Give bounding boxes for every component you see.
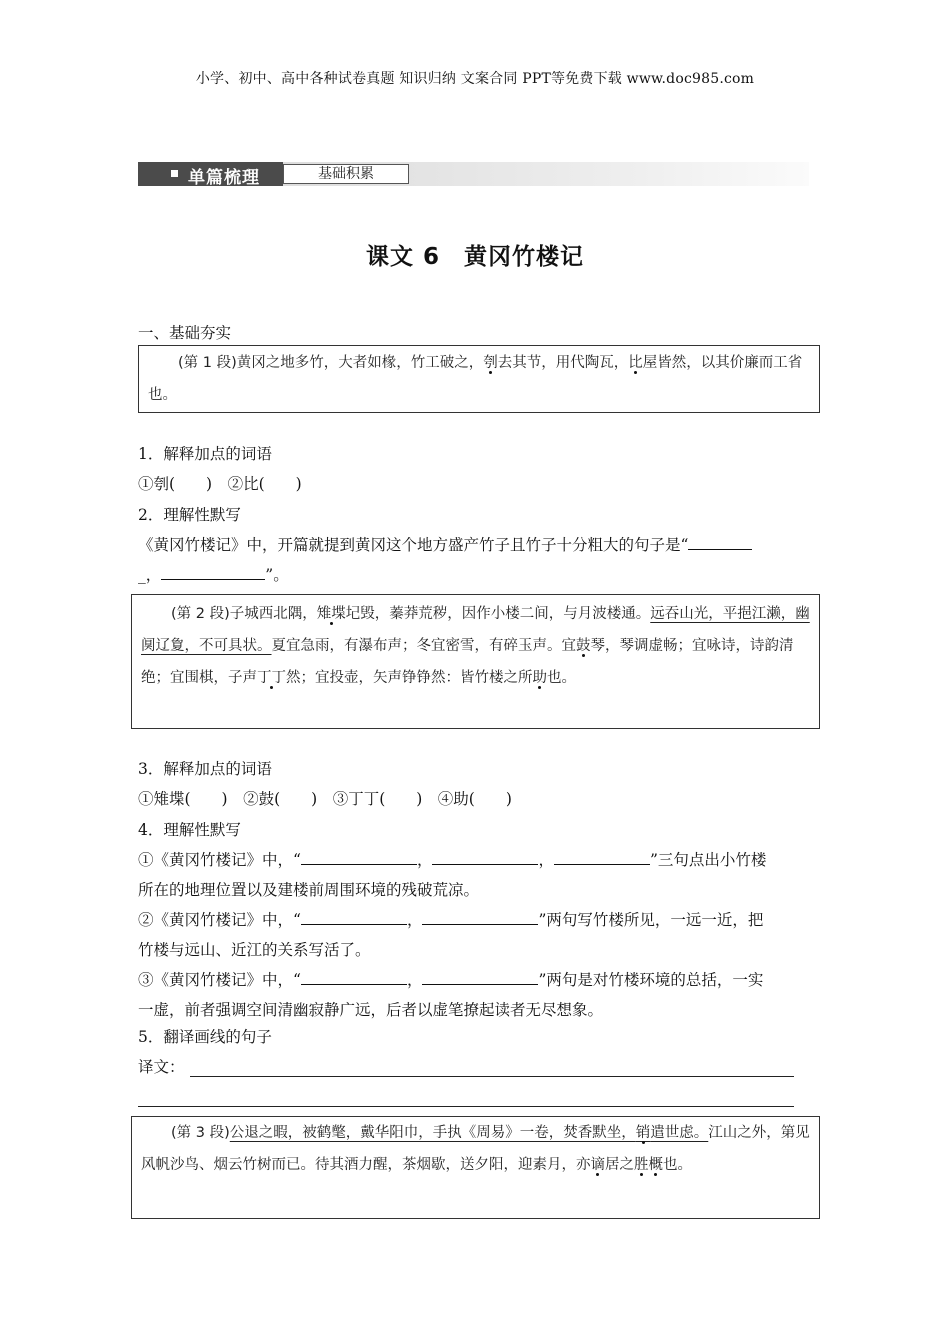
dotted-word: 丁丁 [257, 670, 286, 686]
fill-item-3-cont: 一虚，前者强调空间清幽寂静广远，后者以虚笔撩起读者无尽想象。 [138, 1001, 604, 1019]
passage-box-3 [131, 1116, 820, 1219]
underlined-sentence: 远吞山光，平挹江濑，幽阒辽夐，不可具状。 [141, 606, 810, 654]
underlined-sentence: 遣世虑。 [650, 1125, 709, 1141]
dotted-word: 助 [532, 670, 547, 686]
question-items: ①刳( ) ②比( ) [138, 475, 302, 493]
question-text-cont: _， ”。 [138, 566, 289, 584]
fill-item-1-cont: 所在的地理位置以及建楼前周围环境的残破荒凉。 [138, 881, 480, 899]
answer-blank[interactable] [432, 849, 538, 865]
dotted-word: 销 [635, 1125, 651, 1141]
answer-blank[interactable] [422, 969, 538, 985]
fill-item-2: ②《黄冈竹楼记》中，“ ， ”两句写竹楼所见，一远一近，把 [138, 911, 764, 929]
fill-item-2-cont: 竹楼与远山、近江的关系写活了。 [138, 941, 371, 959]
dotted-word: 鼓 [576, 638, 591, 654]
answer-blank[interactable] [301, 849, 417, 865]
section-heading: 一、基础夯实 [138, 324, 232, 342]
fill-item-3: ③《黄冈竹楼记》中，“ ， ”两句是对竹楼环境的总括，一实 [138, 971, 764, 989]
answer-blank[interactable] [554, 849, 650, 865]
question-title: 1．解释加点的词语 [138, 445, 272, 463]
question-5 [138, 1022, 818, 1082]
passage-text: (第 2 段)子城西北隅，雉堞圮毁，蓁莽荒秽，因作小楼二间，与月波楼通。远吞山光，平挹江濑，幽阒辽夐，不可具状。夏宜急雨，有瀑布声；冬宜密雪，有碎玉声。宜鼓琴，琴调虚畅；宜咏诗，诗韵清绝；宜围棋，子声丁丁然；宜投壶，矢声铮铮然：皆竹楼之所助也。 [141, 606, 810, 686]
passage-text: (第 1 段)黄冈之地多竹，大者如椽，竹工破之，刳去其节，用代陶瓦，比屋皆然，以其价廉而工省也。 [148, 355, 803, 403]
passage-text: (第 3 段)公退之暇，被鹤氅，戴华阳巾，手执《周易》一卷，焚香默坐，销遣世虑。江山之外，第见风帆沙鸟、烟云竹树而已。待其酒力醒，茶烟歇，送夕阳，迎素月，亦谪居之胜概也。 [141, 1125, 810, 1173]
answer-blank[interactable] [301, 909, 407, 925]
dotted-word: 雉堞 [316, 606, 346, 622]
page-title: 课文 6 黄冈竹楼记 [365, 244, 584, 270]
question-items: ①雉堞( ) ②鼓( ) ③丁丁( ) ④助( ) [138, 790, 512, 808]
question-title: 5．翻译画线的句子 [138, 1028, 272, 1046]
question-3 [138, 754, 818, 814]
translation-line [138, 1052, 818, 1082]
dotted-word: 胜 [634, 1157, 649, 1173]
question-1 [138, 439, 818, 499]
underlined-sentence: 公退之暇，被鹤氅，戴华阳巾，手执《周易》一卷，焚香默坐， [229, 1125, 636, 1141]
translation-label: 译文： [138, 1058, 185, 1076]
question-4 [138, 815, 814, 1025]
question-title: 4．理解性默写 [138, 821, 241, 839]
dotted-word: 刳 [483, 355, 498, 371]
square-bullet-icon [171, 170, 178, 177]
question-text: 《黄冈竹楼记》中，开篇就提到黄冈这个地方盛产竹子且竹子十分粗大的句子是“ [138, 530, 818, 560]
section-banner [138, 162, 809, 186]
banner-subsection-label: 基础积累 [283, 164, 409, 184]
answer-blank[interactable] [422, 909, 538, 925]
banner-section-label: 单篇梳理 [188, 168, 260, 188]
passage-box-1 [138, 345, 820, 413]
fill-item-1: ①《黄冈竹楼记》中，“ ， ， ”三句点出小竹楼 [138, 851, 767, 869]
banner-dark-block [138, 162, 283, 186]
answer-blank[interactable] [161, 564, 265, 580]
question-2 [138, 500, 818, 590]
question-title: 3．解释加点的词语 [138, 760, 272, 778]
passage-box-2 [131, 594, 820, 729]
dotted-word: 比 [628, 355, 643, 371]
answer-blank[interactable] [688, 534, 752, 550]
site-header: 小学、初中、高中各种试卷真题 知识归纳 文案合同 PPT等免费下载 www.doc985.com [195, 71, 755, 87]
question-title: 2．理解性默写 [138, 506, 241, 524]
dotted-word: 概 [648, 1157, 663, 1173]
translation-rule-2[interactable] [138, 1106, 794, 1107]
dotted-word: 谪 [590, 1157, 605, 1173]
translation-rule-1[interactable] [190, 1076, 794, 1077]
answer-blank[interactable] [301, 969, 407, 985]
